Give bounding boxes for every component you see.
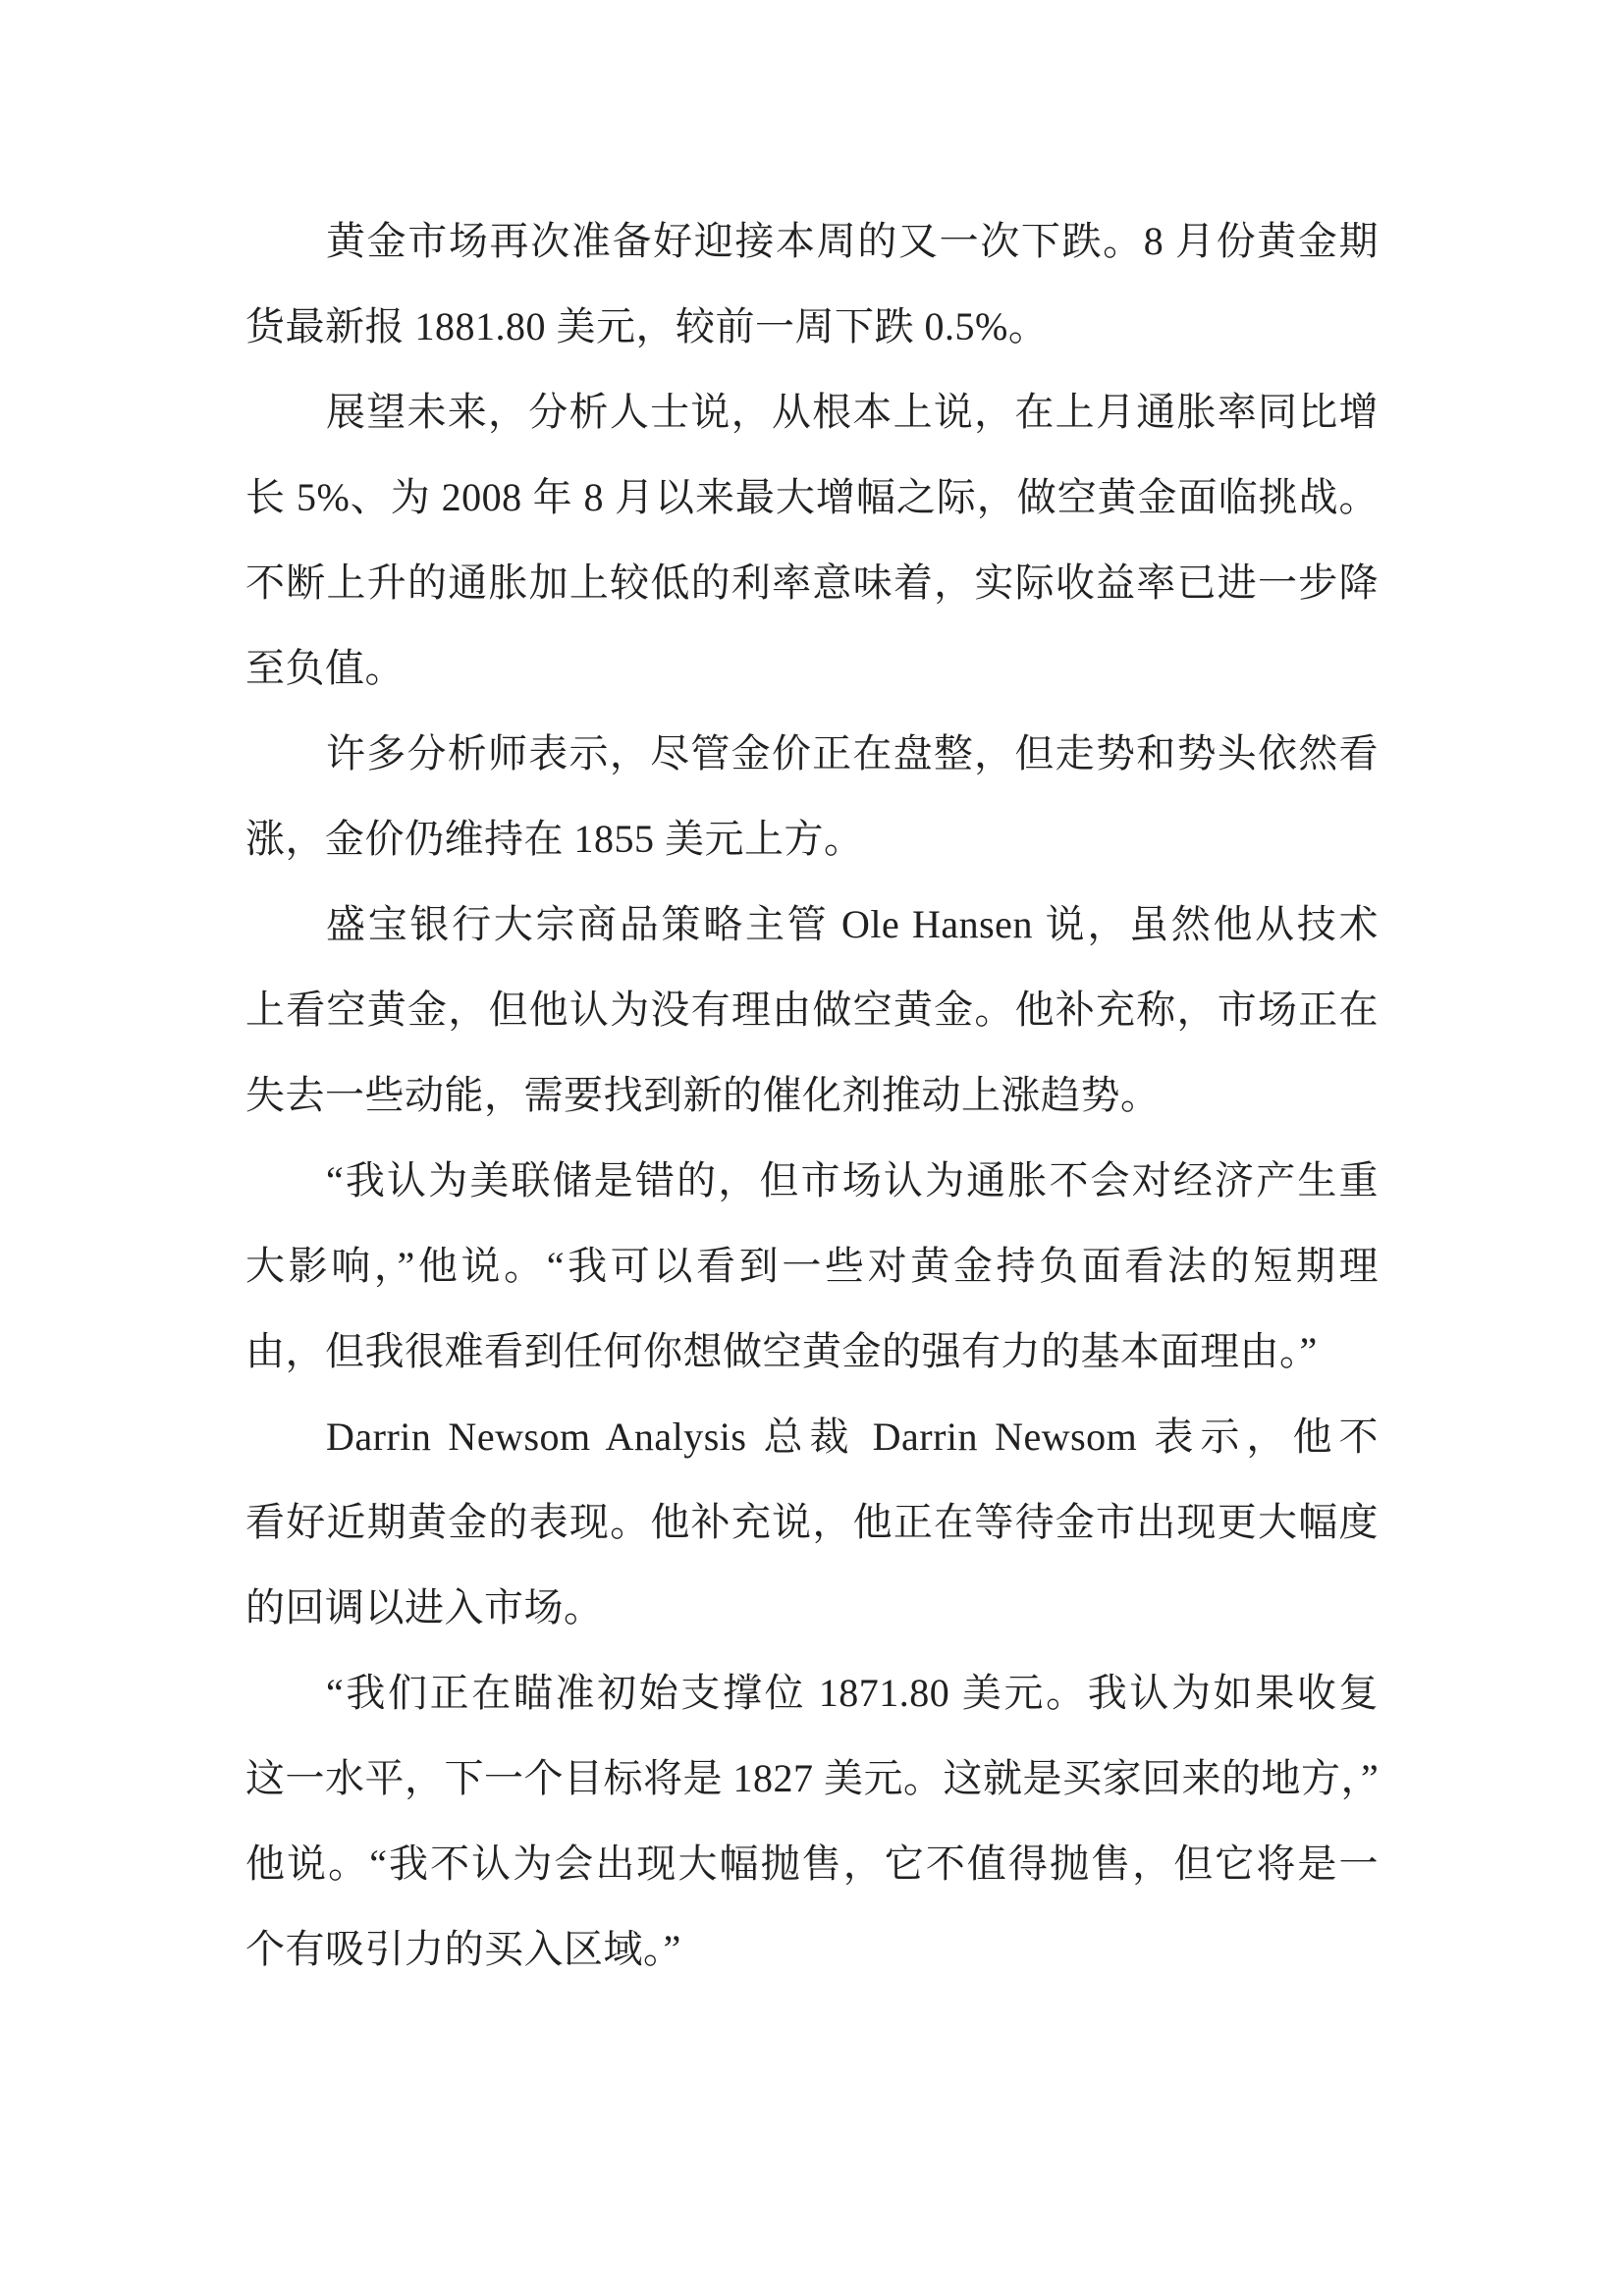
paragraph-5-line-3: 由，但我很难看到任何你想做空黄金的强有力的基本面理由。” <box>245 1329 1318 1373</box>
paragraph-2-line-4: 至负值。 <box>245 646 405 690</box>
paragraph-4-line-1: 盛宝银行大宗商品策略主管 Ole Hansen 说，虽然他从技术 <box>326 902 1379 946</box>
paragraph-4-line-3: 失去一些动能，需要找到新的催化剂推动上涨趋势。 <box>245 1073 1161 1117</box>
paragraph-3-line-1: 许多分析师表示，尽管金价正在盘整，但走势和势头依然看 <box>326 731 1379 775</box>
paragraph-2-line-1: 展望未来，分析人士说，从根本上说，在上月通胀率同比增 <box>326 390 1379 434</box>
paragraph-3-line-2: 涨，金价仍维持在 1855 美元上方。 <box>245 817 864 861</box>
paragraph-2-line-3: 不断上升的通胀加上较低的利率意味着，实际收益率已进一步降 <box>245 561 1379 605</box>
document-body <box>245 198 1379 1992</box>
paragraph-1-line-2: 货最新报 1881.80 美元，较前一周下跌 0.5%。 <box>245 304 1049 348</box>
paragraph-7-line-3: 他说。“我不认为会出现大幅抛售，它不值得抛售，但它将是一 <box>245 1842 1379 1886</box>
paragraph-7-line-1: “我们正在瞄准初始支撑位 1871.80 美元。我认为如果收复 <box>326 1671 1379 1715</box>
paragraph-7-line-4: 个有吸引力的买入区域。” <box>245 1927 681 1971</box>
paragraph-6-line-1: Darrin Newsom Analysis 总裁 Darrin Newsom 表示，他不 <box>326 1415 1379 1459</box>
paragraph-5-line-2: 大影响，”他说。“我可以看到一些对黄金持负面看法的短期理 <box>245 1244 1379 1288</box>
paragraph-2-line-2: 长 5%、为 2008 年 8 月以来最大增幅之际，做空黄金面临挑战。 <box>245 475 1379 519</box>
paragraph-1-line-1: 黄金市场再次准备好迎接本周的又一次下跌。8 月份黄金期 <box>326 219 1379 263</box>
paragraph-5-line-1: “我认为美联储是错的，但市场认为通胀不会对经济产生重 <box>326 1158 1379 1202</box>
paragraph-6-line-2: 看好近期黄金的表现。他补充说，他正在等待金市出现更大幅度 <box>245 1500 1379 1544</box>
paragraph-4-line-2: 上看空黄金，但他认为没有理由做空黄金。他补充称，市场正在 <box>245 988 1379 1032</box>
paragraph-7-line-2: 这一水平，下一个目标将是 1827 美元。这就是买家回来的地方，” <box>245 1756 1380 1800</box>
paragraph-6-line-3: 的回调以进入市场。 <box>245 1585 604 1629</box>
